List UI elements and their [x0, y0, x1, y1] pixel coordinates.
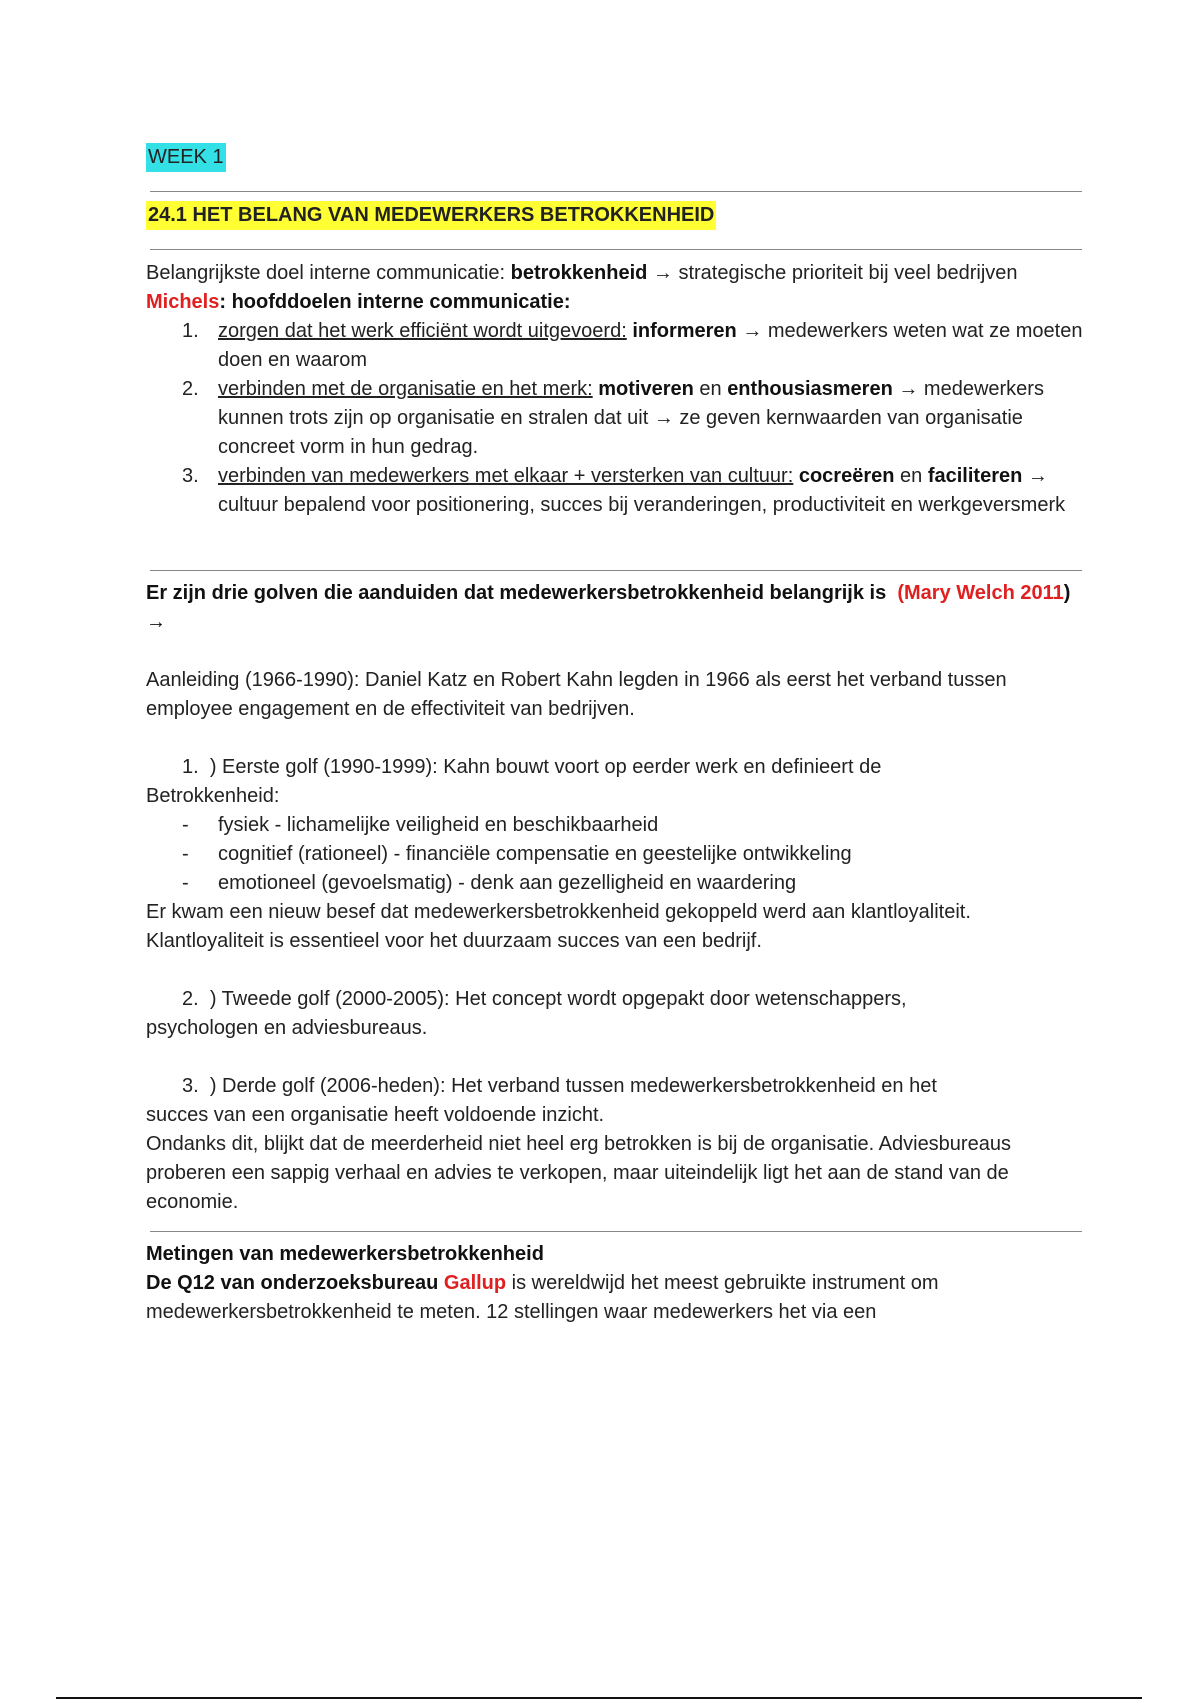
list-item: - fysiek - lichamelijke veiligheid en beschikbaarheid: [182, 814, 659, 836]
golf-3-continuation: succes van een organisatie heeft voldoende inzicht.: [146, 1104, 605, 1126]
list-item: - emotioneel (gevoelsmatig) - denk aan gezelligheid en waardering: [182, 872, 797, 894]
golf-2-line: 2. ) Tweede golf (2000-2005): Het concept wordt opgepakt door wetenschappers,: [182, 988, 907, 1010]
list-item: 3. verbinden van medewerkers met elkaar + versterken van cultuur: cocreëren en faciliteren → cultuur bepalend voor positionering, succes bij veranderingen, productiviteit en werkgeversmerk: [182, 465, 1066, 516]
michels-heading: Michels: hoofddoelen interne communicatie:: [146, 291, 571, 313]
michels-list: [146, 317, 1086, 520]
metingen-paragraph: De Q12 van onderzoeksbureau Gallup is wereldwijd het meest gebruikte instrument om medewerkersbetrokkenheid te meten. 12 stellingen waar medewerkers het via een: [146, 1272, 939, 1323]
document-page: [146, 143, 1086, 1327]
waves-heading: Er zijn drie golven die aanduiden dat medewerkersbetrokkenheid belangrijk is (Mary Welch 2011) →: [146, 582, 1071, 633]
aanleiding-paragraph: Aanleiding (1966-1990): Daniel Katz en Robert Kahn legden in 1966 als eerst het verband tussen employee engagement en de effectiviteit van bedrijven.: [146, 669, 1007, 720]
golf-2-continuation: psychologen en adviesbureaus.: [146, 1017, 428, 1039]
week-label: WEEK 1: [146, 143, 226, 172]
golf-1-line: 1. ) Eerste golf (1990-1999): Kahn bouwt voort op eerder werk en definieert de: [182, 756, 882, 778]
intro-paragraph: Belangrijkste doel interne communicatie: betrokkenheid → strategische prioriteit bij veel bedrijven: [146, 262, 1018, 284]
list-item: 2. verbinden met de organisatie en het merk: motiveren en enthousiasmeren → medewerkers kunnen trots zijn op organisatie en stralen dat uit → ze geven kernwaarden van organisatie concreet vorm in hun gedrag.: [182, 378, 1044, 458]
page-bottom-border: [56, 1697, 1142, 1699]
golf-3-line: 3. ) Derde golf (2006-heden): Het verband tussen medewerkersbetrokkenheid en het: [182, 1075, 937, 1097]
list-item: 1. zorgen dat het werk efficiënt wordt uitgevoerd: informeren → medewerkers weten wat ze moeten doen en waarom: [182, 320, 1083, 371]
list-item: - cognitief (rationeel) - financiële compensatie en geestelijke ontwikkeling: [182, 843, 852, 865]
golf-1-after: Er kwam een nieuw besef dat medewerkersbetrokkenheid gekoppeld werd aan klantloyaliteit. Klantloyaliteit is essentieel voor het duurzaam succes van een bedrijf.: [146, 901, 971, 952]
golf-1-continuation: Betrokkenheid:: [146, 785, 280, 807]
golf-1-bullets: [146, 811, 1086, 898]
metingen-heading: Metingen van medewerkersbetrokkenheid: [146, 1243, 544, 1265]
section-title: 24.1 HET BELANG VAN MEDEWERKERS BETROKKENHEID: [146, 201, 716, 230]
golf-3-after: Ondanks dit, blijkt dat de meerderheid niet heel erg betrokken is bij de organisatie. Adviesbureaus proberen een sappig verhaal en advies te verkopen, maar uiteindelijk ligt het aan de stand van de economie.: [146, 1133, 1011, 1213]
